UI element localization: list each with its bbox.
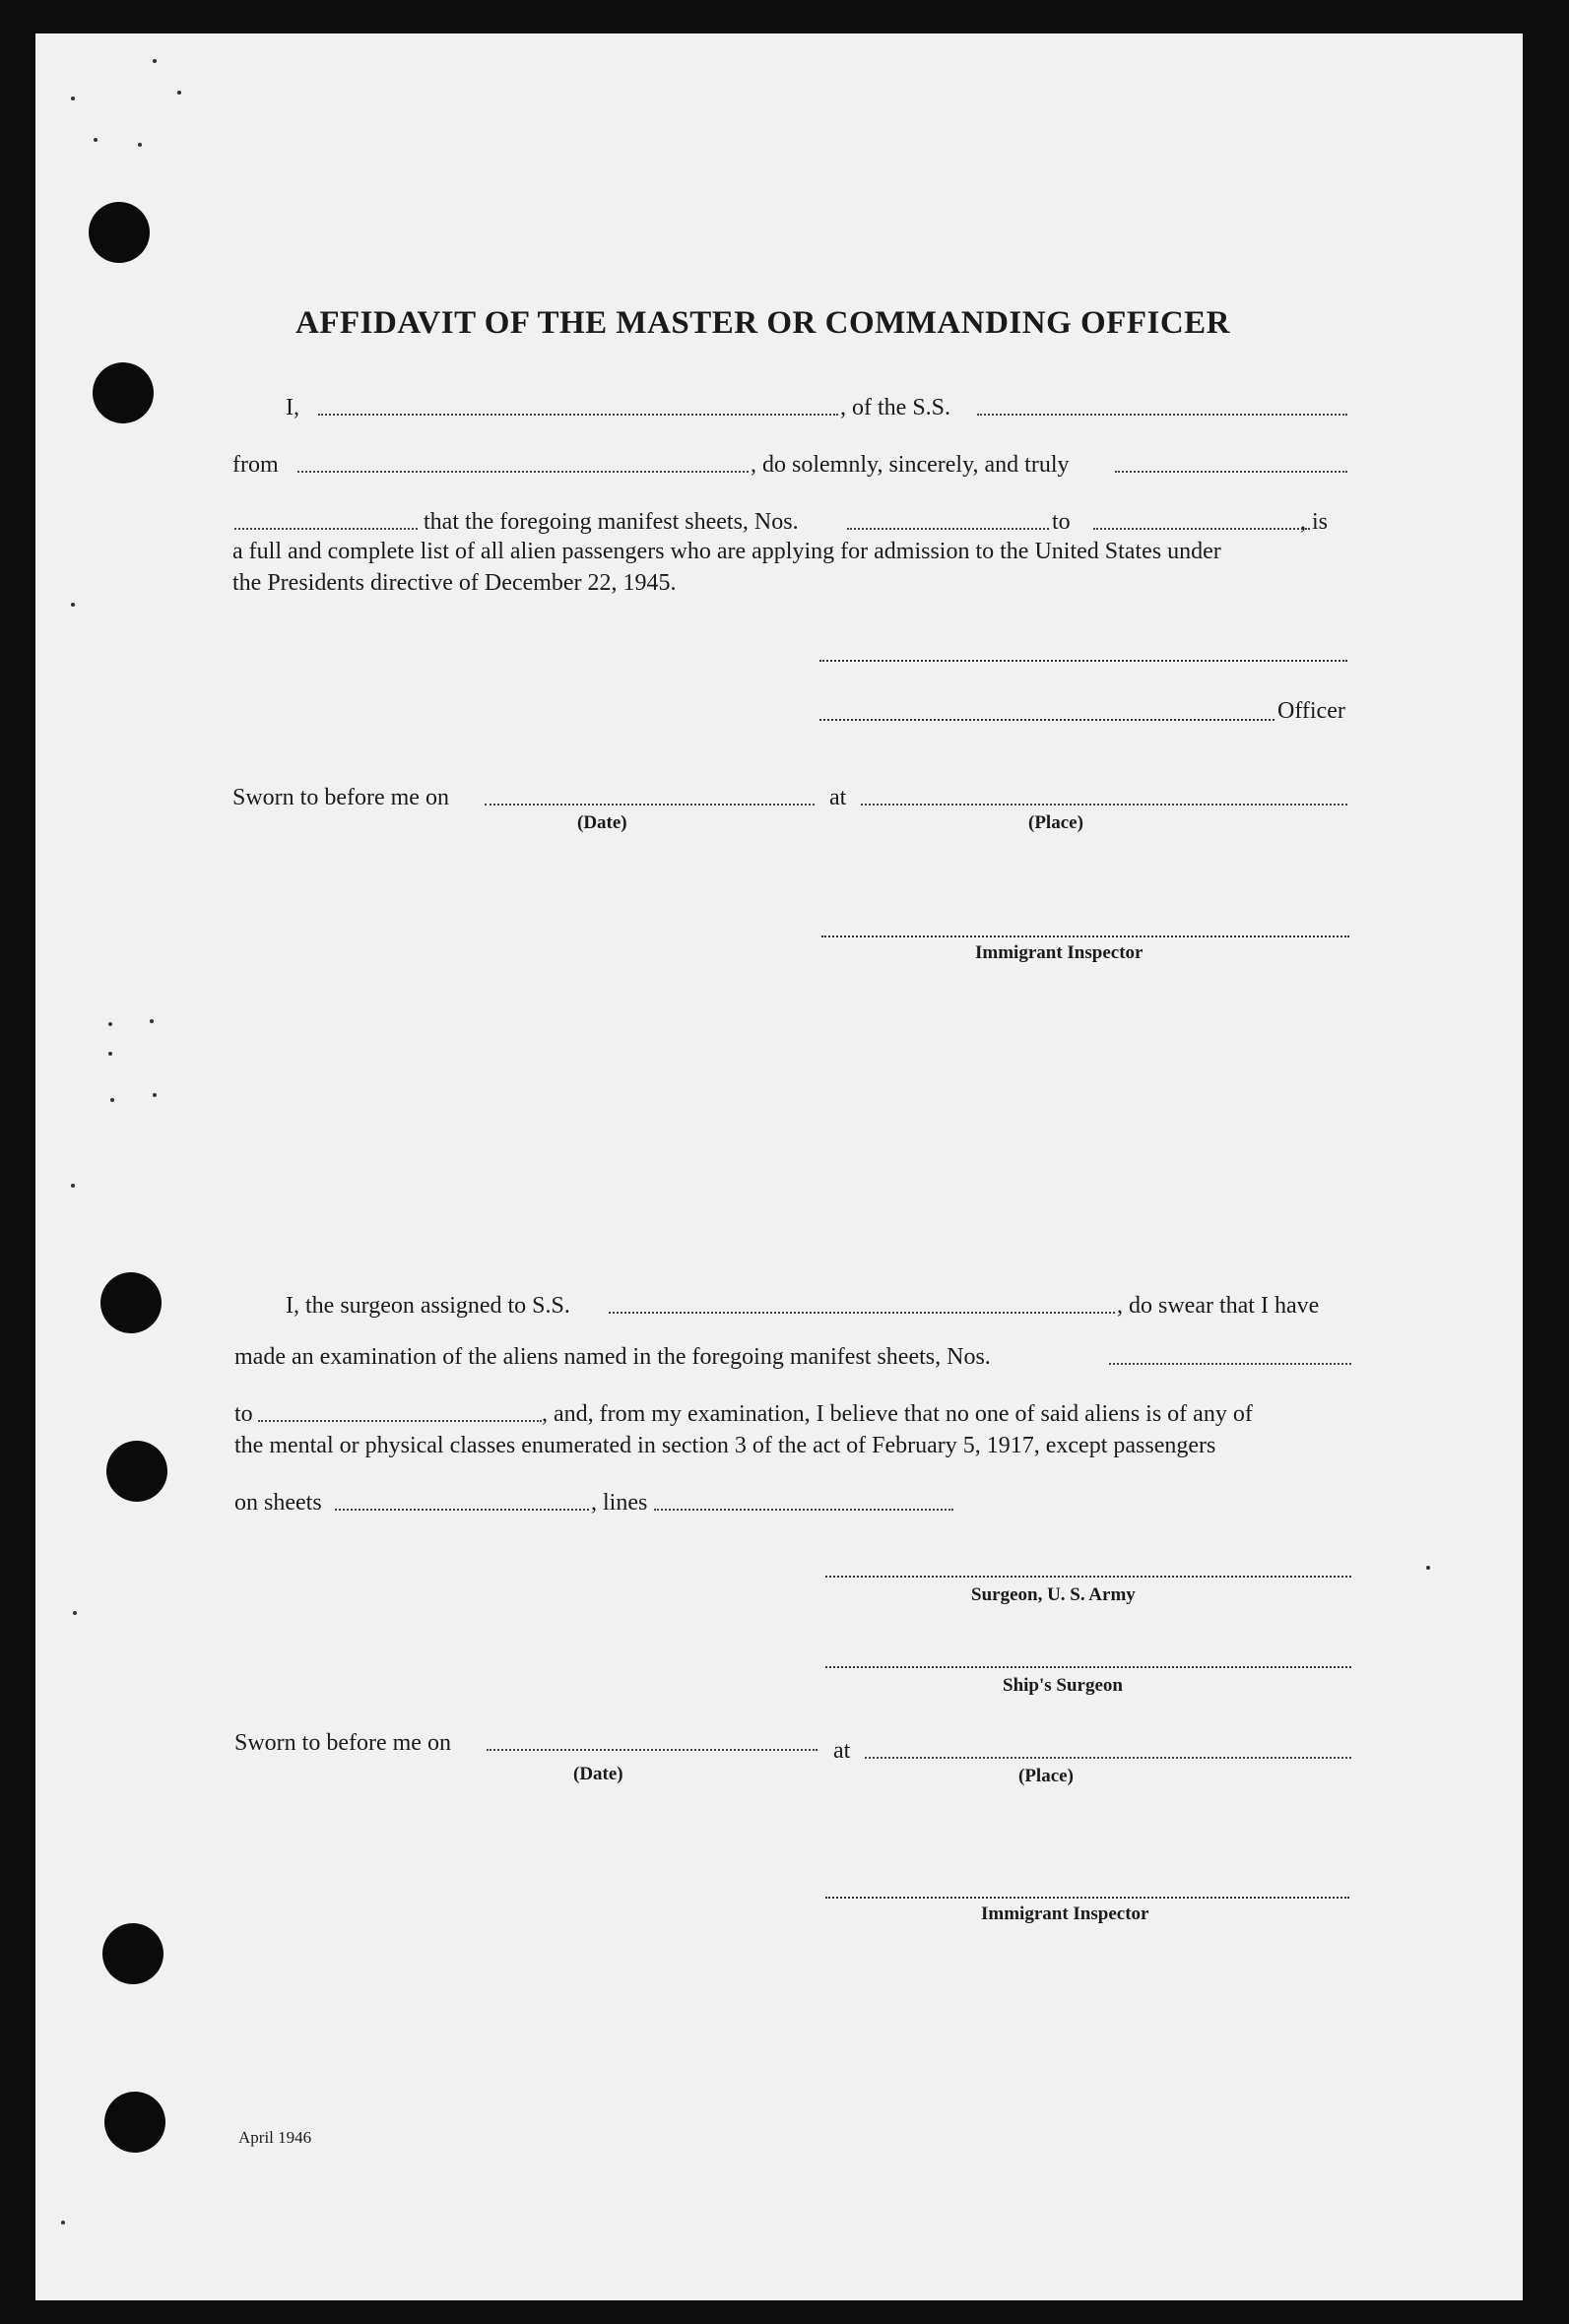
master-statement-line4: a full and complete list of all alien passengers who are applying for admission to the United States under: [232, 539, 1221, 564]
punch-hole: [102, 1923, 163, 1984]
master-ship-field[interactable]: [977, 414, 1347, 416]
master-statement-line5: the Presidents directive of December 22, 1945.: [232, 570, 677, 596]
master-sworn-place-field[interactable]: [861, 804, 1347, 806]
surgeon-ship-field[interactable]: [609, 1312, 1115, 1314]
master-place-caption: (Place): [1028, 812, 1083, 833]
surgeon-sworn-date-field[interactable]: [487, 1749, 817, 1751]
speck: [153, 59, 157, 63]
master-inspector-signature-line[interactable]: [821, 936, 1349, 937]
speck: [138, 143, 142, 147]
surgeon-swear-label: , do swear that I have: [1117, 1293, 1320, 1319]
speck: [73, 1611, 77, 1615]
surgeon-assigned-label: I, the surgeon assigned to S.S.: [286, 1293, 570, 1319]
punch-hole: [104, 2092, 165, 2153]
surgeon-lines-field[interactable]: [654, 1509, 953, 1511]
surgeon-sworn-place-field[interactable]: [865, 1757, 1351, 1759]
master-date-caption: (Date): [577, 812, 627, 833]
speck: [108, 1052, 112, 1056]
surgeon-to-label: to: [234, 1401, 253, 1427]
surgeon-sheets-label: on sheets: [234, 1490, 322, 1516]
speck: [150, 1019, 154, 1023]
speck: [71, 1184, 75, 1188]
master-at-label: at: [829, 785, 847, 810]
speck: [71, 603, 75, 607]
master-from-field[interactable]: [297, 471, 749, 473]
surgeon-lines-label: , lines: [591, 1490, 648, 1516]
speck: [177, 91, 181, 95]
affidavit-sheet: [35, 33, 1523, 2300]
master-nos-from-field[interactable]: [847, 528, 1049, 530]
punch-hole: [100, 1272, 162, 1333]
officer-signature-line-2[interactable]: [819, 719, 1275, 721]
punch-hole: [89, 202, 150, 263]
surgeon-statement-line4: the mental or physical classes enumerated in section 3 of the act of February 5, 1917, except passengers: [234, 1433, 1216, 1458]
master-to-label: to: [1052, 509, 1071, 535]
form-title: AFFIDAVIT OF THE MASTER OR COMMANDING OFFICER: [295, 305, 1230, 341]
surgeon-sworn-label: Sworn to before me on: [234, 1730, 451, 1756]
punch-hole: [106, 1441, 167, 1502]
punch-hole: [93, 362, 154, 423]
master-sworn-label: Sworn to before me on: [232, 785, 449, 810]
surgeon-date-caption: (Date): [573, 1764, 623, 1784]
speck: [1426, 1566, 1430, 1570]
surgeon-examination-label: made an examination of the aliens named in the foregoing manifest sheets, Nos.: [234, 1344, 991, 1370]
master-truly-field[interactable]: [1115, 471, 1347, 473]
surgeon-at-label: at: [833, 1738, 851, 1764]
ship-surgeon-signature-line[interactable]: [825, 1666, 1351, 1668]
master-is-label: , is: [1300, 509, 1329, 535]
surgeon-place-caption: (Place): [1018, 1766, 1074, 1786]
master-from-label: from: [232, 452, 279, 478]
speck: [71, 97, 75, 100]
master-sworn-date-field[interactable]: [485, 804, 815, 806]
surgeon-sheets-field[interactable]: [335, 1509, 589, 1511]
surgeon-nos-from-field[interactable]: [1109, 1363, 1351, 1365]
speck: [153, 1093, 157, 1097]
officer-signature-line-1[interactable]: [819, 660, 1347, 662]
master-solemnly-label: , do solemnly, sincerely, and truly: [751, 452, 1070, 478]
form-date-footer: April 1946: [238, 2128, 312, 2147]
master-i-label: I,: [286, 395, 299, 420]
master-pre-field[interactable]: [234, 528, 418, 530]
speck: [110, 1098, 114, 1102]
master-name-field[interactable]: [318, 414, 838, 416]
speck: [61, 2221, 65, 2225]
master-inspector-caption: Immigrant Inspector: [975, 942, 1144, 963]
surgeon-inspector-caption: Immigrant Inspector: [981, 1904, 1149, 1924]
speck: [108, 1022, 112, 1026]
master-manifest-label: that the foregoing manifest sheets, Nos.: [424, 509, 799, 535]
officer-label: Officer: [1277, 698, 1345, 724]
army-surgeon-signature-line[interactable]: [825, 1576, 1351, 1578]
master-of-ss-label: , of the S.S.: [840, 395, 951, 420]
surgeon-inspector-signature-line[interactable]: [825, 1897, 1349, 1899]
ship-surgeon-caption: Ship's Surgeon: [1003, 1675, 1123, 1696]
speck: [94, 138, 98, 142]
surgeon-statement-line3: , and, from my examination, I believe that no one of said aliens is of any of: [542, 1401, 1253, 1427]
army-surgeon-caption: Surgeon, U. S. Army: [971, 1584, 1136, 1605]
surgeon-nos-to-field[interactable]: [258, 1420, 542, 1422]
master-nos-to-field[interactable]: [1093, 528, 1310, 530]
